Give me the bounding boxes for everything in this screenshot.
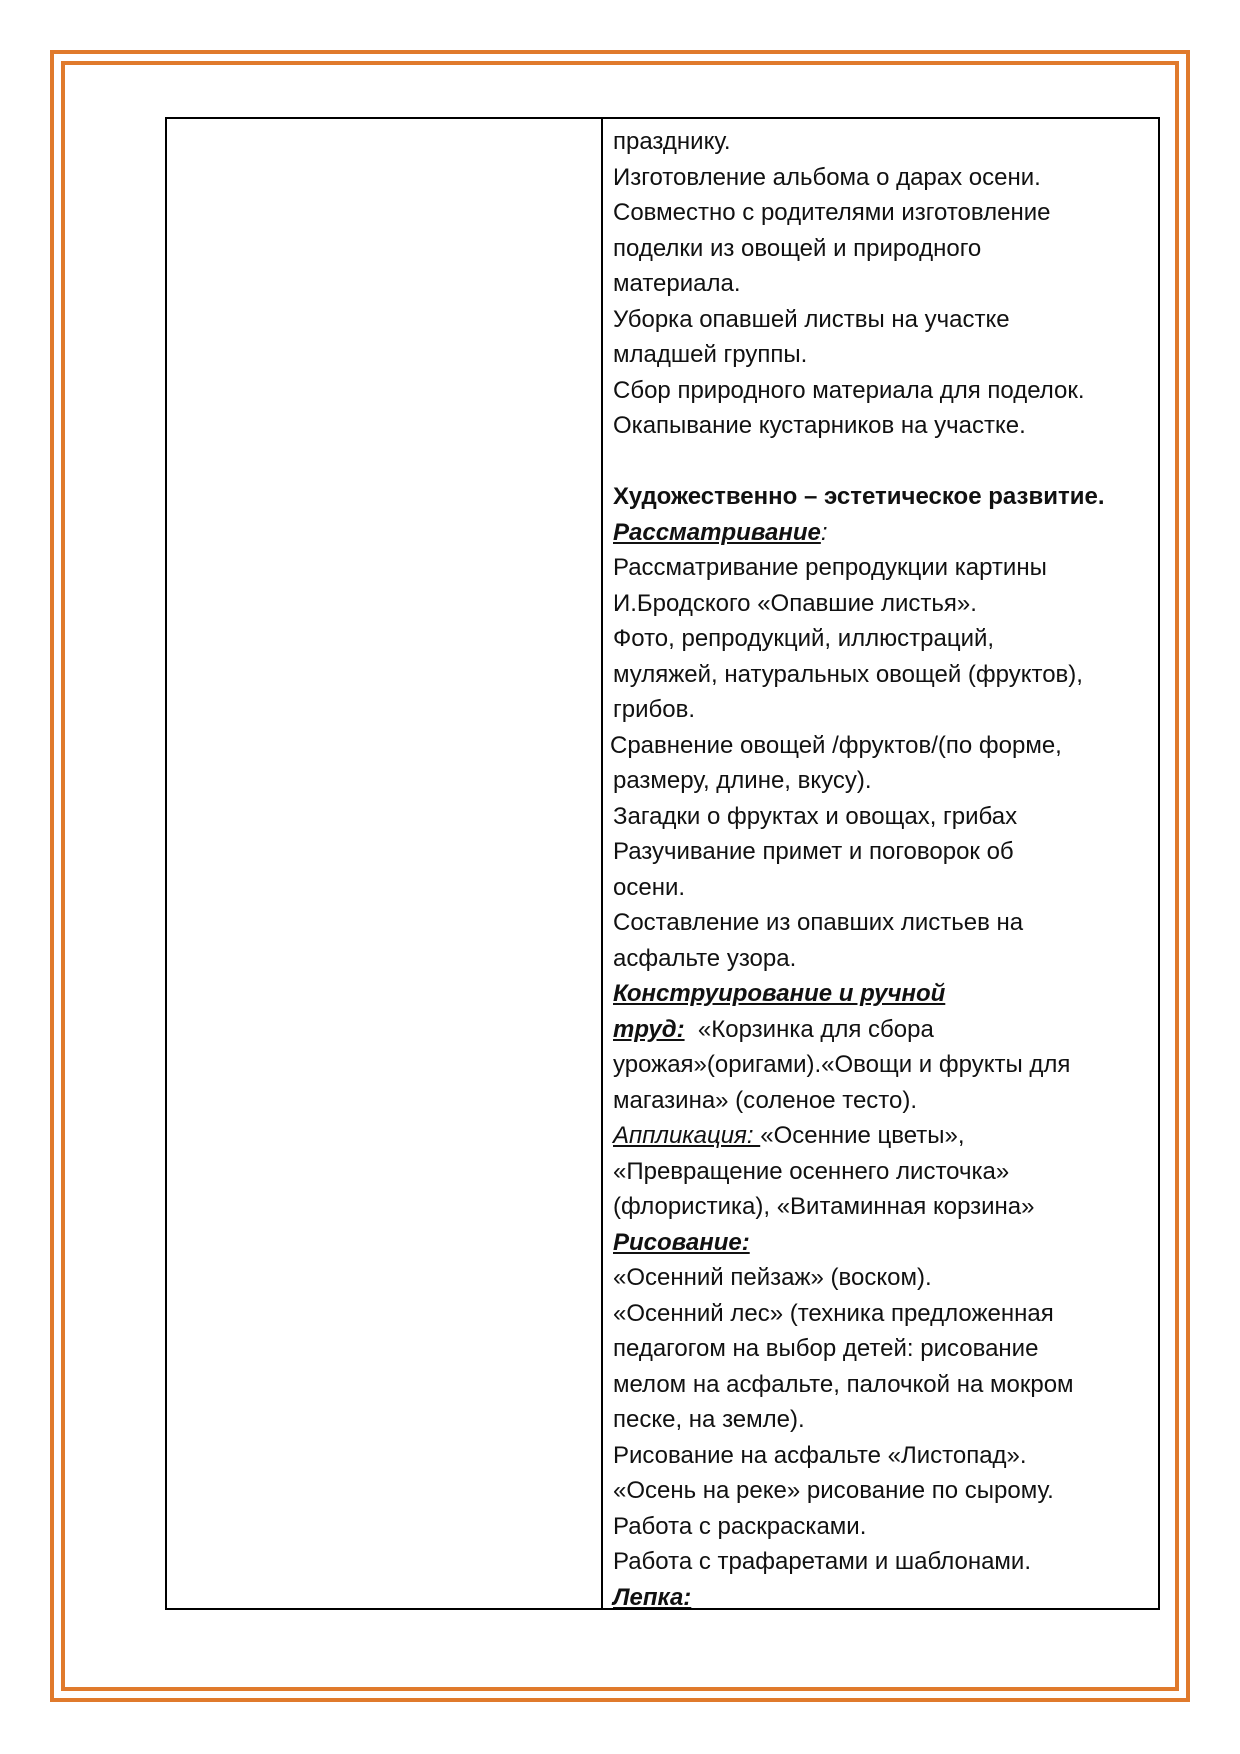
viewing-colon: :: [820, 518, 828, 546]
text-line: Сбор природного материала для поделок.: [613, 376, 1085, 404]
construction-text: «Корзинка для сбора: [684, 1015, 934, 1043]
text-line: Совместно с родителями изготовление: [613, 199, 1051, 226]
applique-line: [613, 1118, 1152, 1154]
text-line: Рисование на асфальте «Листопад».: [613, 1441, 1027, 1469]
modeling-label: Лепка:: [613, 1583, 692, 1608]
text-line: Рассматривание репродукции картины: [613, 554, 1047, 581]
drawing-label: Рисование:: [613, 1228, 750, 1256]
construction-label-cont: труд:: [613, 1015, 685, 1043]
text-line: поделки из овощей и природного: [613, 234, 982, 262]
text-line: младшей группы.: [613, 341, 808, 368]
text-line: Уборка опавшей листвы на участке: [613, 305, 1010, 333]
text-line: «Осенний лес» (техника предложенная: [613, 1299, 1054, 1327]
viewing-label: Рассматривание: [613, 518, 821, 546]
text-line: Окапывание кустарников на участке.: [613, 412, 1026, 439]
text-line: «Превращение осеннего листочка»: [613, 1157, 1010, 1185]
text-line: урожая»(оригами).«Овощи и фрукты для: [613, 1051, 1071, 1078]
text-line: «Осень на реке» рисование по сырому.: [613, 1477, 1054, 1504]
text-line: мелом на асфальте, палочкой на мокром: [613, 1370, 1074, 1398]
text-line: Фото, репродукций, иллюстраций,: [613, 625, 995, 652]
text-line: (флористика), «Витаминная корзина»: [613, 1193, 1035, 1220]
text-line: празднику.: [613, 128, 731, 155]
drawing-heading: [613, 1225, 1152, 1261]
spacer: [613, 444, 1152, 480]
text-line: грибов.: [613, 696, 696, 723]
table-left-column: [167, 119, 603, 1608]
text-line: «Осенний пейзаж» (воском).: [613, 1264, 932, 1291]
text-line: Разучивание примет и поговорок об: [613, 838, 1014, 865]
text-line: И.Бродского «Опавшие листья».: [613, 589, 977, 617]
text-line: педагогом на выбор детей: рисование: [613, 1335, 1039, 1362]
text-line: асфальте узора.: [613, 944, 797, 972]
construction-label: Конструирование и ручной: [613, 980, 946, 1007]
modeling-heading: [613, 1580, 1152, 1609]
construction-heading: [613, 976, 1152, 1012]
text-line: Работа с трафаретами и шаблонами.: [613, 1548, 1031, 1575]
text-line: муляжей, натуральных овощей (фруктов),: [613, 660, 1083, 688]
text-line: осени.: [613, 873, 686, 901]
text-line: Сравнение овощей /фруктов/(по форме,: [610, 731, 1062, 759]
text-line: Загадки о фруктах и овощах, грибах: [613, 802, 1018, 830]
table-right-column: [603, 119, 1158, 1608]
activity-table: [165, 117, 1160, 1610]
text-line: магазина» (соленое тесто).: [613, 1086, 918, 1114]
text-line: Работа с раскрасками.: [613, 1512, 867, 1540]
applique-label: Аппликация:: [613, 1122, 761, 1149]
construction-line: [613, 1012, 1152, 1048]
text-line: песке, на земле).: [613, 1406, 805, 1433]
viewing-heading: [613, 515, 1152, 551]
applique-text: «Осенние цветы»,: [760, 1122, 965, 1149]
text-line: Изготовление альбома о дарах осени.: [613, 163, 1041, 191]
text-line: размеру, длине, вкусу).: [613, 767, 872, 794]
section-heading: Художественно – эстетическое развитие.: [613, 483, 1105, 510]
text-line: материала.: [613, 270, 741, 297]
text-line: Составление из опавших листьев на: [613, 909, 1024, 936]
